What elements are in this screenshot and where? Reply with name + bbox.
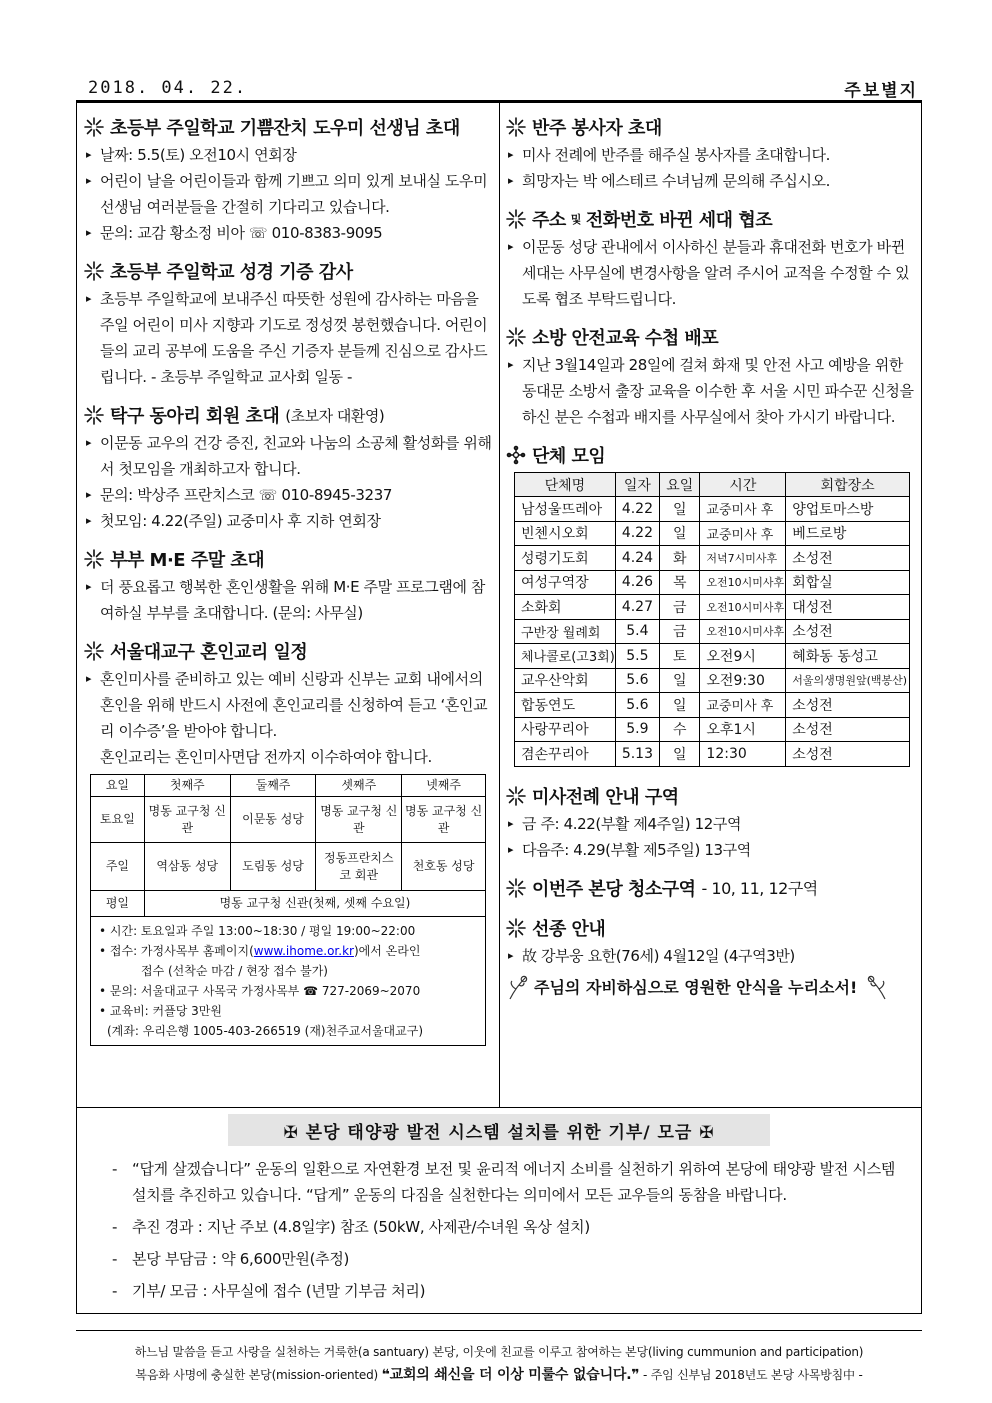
star-icon bbox=[84, 641, 104, 661]
section-title: 부부 M·E 주말 초대 bbox=[84, 544, 492, 574]
table-row bbox=[91, 843, 486, 891]
list-item: ▸ 미사 전례에 반주를 해주실 봉사자를 초대합니다. bbox=[506, 142, 916, 168]
section-mass-liturgy bbox=[506, 781, 916, 863]
table-cell: 명동 교구청 신관(첫째, 셋째 수요일) bbox=[144, 891, 485, 917]
footer-line: 하느님 말씀을 듣고 사랑을 실천하는 거룩한(a santuary) 본당, 이웃에 친교를 이루고 참여하는 본당(living cummunion and participation) bbox=[134, 1345, 864, 1359]
list-item: ▸ 지난 3월14일과 28일에 걸쳐 화재 및 안전 사고 예방을 위한 동대문 소방서 출장 교육을 이수한 후 서울 시민 파수꾼 신청을 하신 분은 수첩과 배지를 사무실에서 찾아 가시기 바랍니다. bbox=[506, 352, 916, 430]
table-cell: 역삼동 성당 bbox=[144, 843, 230, 891]
bulletin-title: 주보별지 bbox=[844, 81, 918, 101]
paragraph: - 기부/ 모금 : 사무실에 접수 (년말 기부금 처리) bbox=[76, 1278, 922, 1304]
table-header: 둘째주 bbox=[230, 775, 316, 797]
table-row: 교우산악회 5.6 일 오전9:30 서울의생명원앞(백봉산) bbox=[515, 668, 910, 693]
section-cleaning bbox=[506, 873, 916, 903]
list-item: ▸ 첫모임: 4.22(주일) 교중미사 후 지하 연회장 bbox=[84, 508, 492, 534]
table-header: 단체명 bbox=[515, 473, 616, 497]
table-cell: 이문동 성당 bbox=[230, 797, 316, 843]
star-icon bbox=[506, 327, 526, 347]
table-row: 소화회 4.27 금 오전10시미사후 대성전 bbox=[515, 595, 910, 620]
table-row bbox=[91, 797, 486, 843]
note-apply-detail: 접수 (선착순 마감 / 현장 접수 불가) bbox=[141, 964, 328, 978]
cleaning-areas: - 10, 11, 12구역 bbox=[701, 879, 818, 898]
section-funeral bbox=[506, 913, 916, 1001]
cross-flower-icon bbox=[506, 445, 526, 465]
marriage-notes bbox=[90, 917, 486, 1046]
table-row: 성령기도회 4.24 화 저녁7시미사후 소성전 bbox=[515, 546, 910, 571]
paragraph: - “답게 살겠습니다” 운동의 일환으로 자연환경 보전 및 윤리적 에너지 소비를 실천하기 위하여 본당에 태양광 발전 시스템 설치를 추진하고 있습니다. “답게” 운동의 다짐을 실천한다는 의미에서 모든 교우들의 동참을 바랍니다. bbox=[76, 1156, 922, 1208]
footer-motto: ❝교회의 쇄신을 더 이상 미룰수 없습니다.❞ bbox=[381, 1367, 640, 1383]
table-cell: 정동프란치스코 회관 bbox=[316, 843, 402, 891]
table-header: 일자 bbox=[615, 473, 659, 497]
group-meeting-table bbox=[514, 472, 910, 767]
table-cell: 명동 교구청 신관 bbox=[144, 797, 230, 843]
list-item: ▸ 금 주: 4.22(부활 제4주일) 12구역 bbox=[506, 811, 916, 837]
table-row bbox=[91, 891, 486, 917]
star-icon bbox=[84, 261, 104, 281]
table-cell: 명동 교구청 신관 bbox=[316, 797, 402, 843]
solar-banner: ✠ 본당 태양광 발전 시스템 설치를 위한 기부/ 모금 ✠ bbox=[228, 1114, 770, 1146]
section-kids-festival bbox=[84, 112, 492, 246]
table-row: 구반장 월례회 5.4 금 오전10시미사후 소성전 bbox=[515, 619, 910, 644]
section-title: 단체 모임 bbox=[506, 440, 916, 470]
section-title: 초등부 주일학교 성경 기증 감사 bbox=[84, 256, 492, 286]
table-row: 합동연도 5.6 일 교중미사 후 소성전 bbox=[515, 693, 910, 718]
paragraph: - 추진 경과 : 지난 주보 (4.8일字) 참조 (50kW, 사제관/수녀원 옥상 설치) bbox=[76, 1214, 922, 1240]
table-cell: 토요일 bbox=[91, 797, 145, 843]
list-item: ▸ 다음주: 4.29(부활 제5주일) 13구역 bbox=[506, 837, 916, 863]
section-bible-donation bbox=[84, 256, 492, 390]
section-title: 선종 안내 bbox=[506, 913, 916, 943]
table-header: 첫째주 bbox=[144, 775, 230, 797]
table-cell: 명동 교구청 신관 bbox=[402, 797, 486, 843]
section-fire-safety bbox=[506, 322, 916, 430]
table-header: 요일 bbox=[660, 473, 700, 497]
table-header: 시간 bbox=[700, 473, 786, 497]
marriage-schedule-table bbox=[90, 774, 486, 917]
prayer-line: 주님의 자비하심으로 영원한 안식을 누리소서! bbox=[506, 973, 916, 1001]
column-divider bbox=[499, 102, 500, 1107]
table-row: 겸손꾸리아 5.13 일 12:30 소성전 bbox=[515, 742, 910, 767]
section-title: 미사전례 안내 구역 bbox=[506, 781, 916, 811]
lily-icon bbox=[865, 973, 889, 1001]
paragraph: - 본당 부담금 : 약 6,600만원(추정) bbox=[76, 1246, 922, 1272]
section-title: 주소 및 전화번호 바뀐 세대 협조 bbox=[506, 204, 916, 234]
note-fee: • 교육비: 커플당 3만원 bbox=[99, 1004, 222, 1018]
solar-donation-section bbox=[76, 1108, 922, 1304]
star-icon bbox=[506, 918, 526, 938]
paragraph: 혼인교리는 혼인미사면담 전까지 이수하여야 합니다. bbox=[100, 748, 432, 766]
note-apply: • 접수: 가정사목부 홈페이지(www.ihome.or.kr)에서 온라인 bbox=[99, 944, 421, 958]
table-header: 회합장소 bbox=[786, 473, 910, 497]
section-title: 반주 봉사자 초대 bbox=[506, 112, 916, 142]
table-cell: 주일 bbox=[91, 843, 145, 891]
list-item: ▸ 희망자는 박 에스테르 수녀님께 문의해 주십시오. bbox=[506, 168, 916, 194]
list-item: ▸ 이문동 성당 관내에서 이사하신 분들과 휴대전화 번호가 바뀐 세대는 사무실에 변경사항을 알려 주시어 교적을 수정할 수 있도록 협조 부탁드립니다. bbox=[506, 234, 916, 312]
table-cell: 천호동 성당 bbox=[402, 843, 486, 891]
star-icon bbox=[506, 786, 526, 806]
section-me-weekend bbox=[84, 544, 492, 626]
list-item: ▸ 이문동 교우의 건강 증진, 친교와 나눔의 소공체 활성화를 위해서 첫모임을 개최하고자 합니다. bbox=[84, 430, 492, 482]
section-marriage-class bbox=[84, 636, 492, 1046]
table-header: 요일 bbox=[91, 775, 145, 797]
table-header: 셋째주 bbox=[316, 775, 402, 797]
section-group-meetings bbox=[506, 440, 916, 767]
section-address-change bbox=[506, 204, 916, 312]
footer bbox=[76, 1330, 922, 1387]
note-time: • 시간: 토요일과 주일 13:00~18:30 / 평일 19:00~22:00 bbox=[99, 924, 416, 938]
right-column bbox=[506, 112, 916, 1011]
table-row: 사랑꾸리아 5.9 수 오후1시 소성전 bbox=[515, 717, 910, 742]
list-item: ▸ 문의: 박상주 프란치스코 ☏ 010-8945-3237 bbox=[84, 482, 492, 508]
table-row: 체나콜로(고3회) 5.5 토 오전9시 혜화동 동성고 bbox=[515, 644, 910, 669]
table-cell: 도림동 성당 bbox=[230, 843, 316, 891]
section-title: 이번주 본당 청소구역 - 10, 11, 12구역 bbox=[506, 873, 916, 903]
list-item: ▸ 초등부 주일학교에 보내주신 따뜻한 성원에 감사하는 마음을 주일 어린이 미사 지향과 기도로 정성껏 봉헌했습니다. 어린이들의 교리 공부에 도움을 주신 기증자 분들께 진심으로 감사드립니다. - 초등부 주일학교 교사회 일동 - bbox=[84, 286, 492, 390]
list-item: ▸ 더 풍요롭고 행복한 혼인생활을 위해 M·E 주말 프로그램에 참여하실 부부를 초대합니다. (문의: 사무실) bbox=[84, 574, 492, 626]
star-icon bbox=[84, 405, 104, 425]
list-item: ▸ 날짜: 5.5(토) 오전10시 연회장 bbox=[84, 142, 492, 168]
star-icon bbox=[506, 117, 526, 137]
section-title: 초등부 주일학교 기쁨잔치 도우미 선생님 초대 bbox=[84, 112, 492, 142]
section-title: 소방 안전교육 수첩 배포 bbox=[506, 322, 916, 352]
star-icon bbox=[84, 117, 104, 137]
section-title: 탁구 동아리 회원 초대 (초보자 대환영) bbox=[84, 400, 492, 430]
lily-icon bbox=[506, 973, 530, 1001]
note-contact: • 문의: 서울대교구 사목국 가정사목부 ☎ 727-2069~2070 bbox=[99, 984, 421, 998]
table-cell: 평일 bbox=[91, 891, 145, 917]
section-accompanist bbox=[506, 112, 916, 194]
section-table-tennis bbox=[84, 400, 492, 534]
table-row: 빈첸시오회 4.22 일 교중미사 후 베드로방 bbox=[515, 521, 910, 546]
note-account: (계좌: 우리은행 1005-403-266519 (재)천주교서울대교구) bbox=[107, 1024, 424, 1038]
ihome-link[interactable]: www.ihome.or.kr bbox=[253, 944, 354, 958]
table-row: 남성울뜨레아 4.22 일 교중미사 후 양업토마스방 bbox=[515, 497, 910, 522]
table-header-row bbox=[91, 775, 486, 797]
list-item: ▸ 문의: 교감 황소정 비아 ☏ 010-8383-9095 bbox=[84, 220, 492, 246]
list-item: ▸ 故 강부웅 요한(76세) 4월12일 (4구역3반) bbox=[506, 943, 916, 969]
table-header: 넷째주 bbox=[402, 775, 486, 797]
section-subtitle: (초보자 대환영) bbox=[285, 406, 385, 425]
footer-line: 복음화 사명에 충실한 본당(mission-oriented) ❝교회의 쇄신을 더 이상 미룰수 없습니다.❞ - 주임 신부님 2018년도 본당 사목방침中 - bbox=[135, 1367, 863, 1383]
table-header-row bbox=[515, 473, 910, 497]
star-icon bbox=[506, 878, 526, 898]
list-item: ▸ 혼인미사를 준비하고 있는 예비 신랑과 신부는 교회 내에서의 혼인을 위해 반드시 사전에 혼인교리를 신청하여 듣고 ‘혼인교리 이수증’을 받아야 합니다. bbox=[84, 666, 492, 744]
left-column bbox=[84, 112, 492, 1056]
bulletin-date: 2018. 04. 22. bbox=[88, 78, 248, 98]
table-row: 여성구역장 4.26 목 오전10시미사후 회합실 bbox=[515, 570, 910, 595]
list-item: ▸ 어린이 날을 어린이들과 함께 기쁘고 의미 있게 보내실 도우미 선생님 여러분들을 간절히 기다리고 있습니다. bbox=[84, 168, 492, 220]
star-icon bbox=[506, 209, 526, 229]
section-title: 서울대교구 혼인교리 일정 bbox=[84, 636, 492, 666]
star-icon bbox=[84, 549, 104, 569]
